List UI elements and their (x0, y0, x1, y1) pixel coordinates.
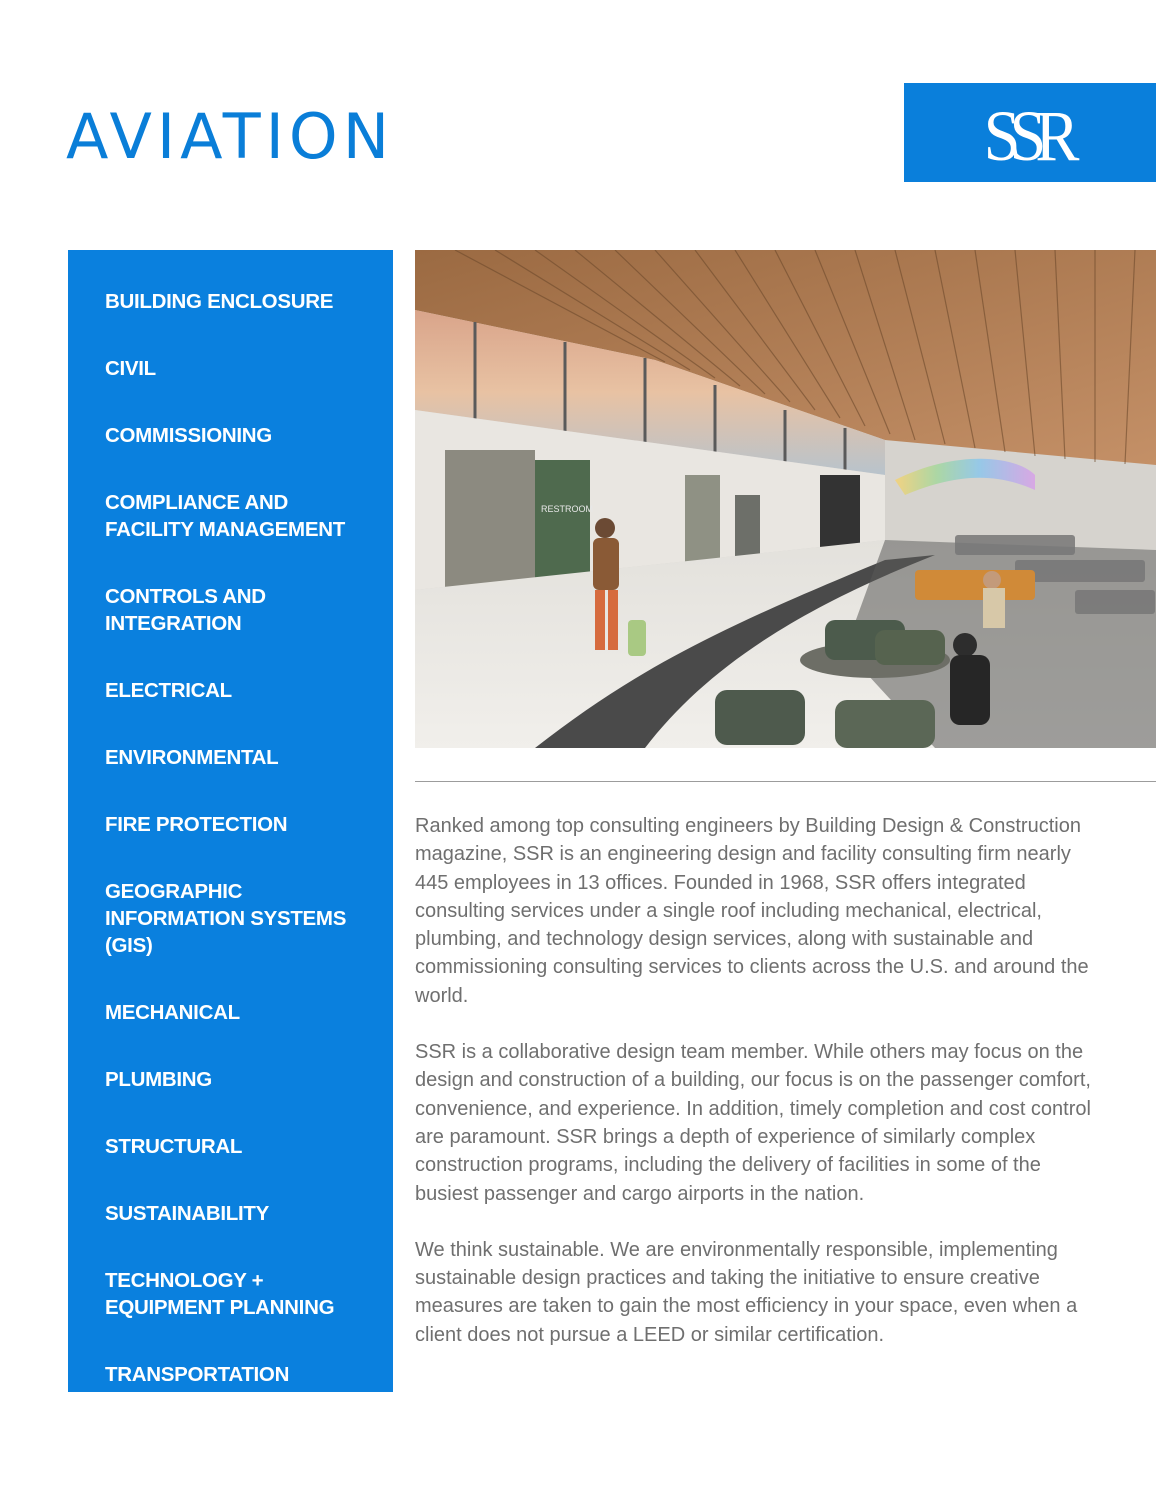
paragraph: Ranked among top consulting engineers by Building Design & Construction magazine, SSR is an engineering design and facility consulting firm nearly 445 employees in 13 offices. Founded in 1968, SSR offers integrated consulting services under a single roof including mechanical, electrical, plumbing, and technology design services, along with sustainable and commissioning consulting services to clients across the U.S. and around the world. (415, 815, 1089, 1007)
service-item: TRANSPORTATION (105, 1363, 290, 1386)
paragraph: We think sustainable. We are environmentally responsible, implementing sustainable design practices and taking the initiative to ensure creative measures are taken to gain the most efficiency in your space, even when a client does not pursue a LEED or similar certification. (415, 1238, 1078, 1346)
service-item: TECHNOLOGY + EQUIPMENT PLANNING (105, 1269, 335, 1319)
logo-text: SSR (983, 95, 1069, 176)
ssr-logo (904, 83, 1156, 182)
services-list (105, 288, 393, 1388)
service-item: MECHANICAL (105, 1001, 240, 1024)
service-item: CONTROLS AND INTEGRATION (105, 585, 266, 635)
service-item: PLUMBING (105, 1068, 212, 1091)
service-item: BUILDING ENCLOSURE (105, 290, 334, 313)
service-item: ELECTRICAL (105, 679, 232, 702)
divider (415, 781, 1156, 782)
services-sidebar (68, 250, 393, 1392)
service-item: FIRE PROTECTION (105, 813, 288, 836)
terminal-illustration (415, 250, 1156, 748)
service-item: ENVIRONMENTAL (105, 746, 279, 769)
service-item: CIVIL (105, 357, 156, 380)
airport-terminal-photo (415, 250, 1156, 748)
service-item: GEOGRAPHIC INFORMATION SYSTEMS (GIS) (105, 880, 347, 957)
service-item: STRUCTURAL (105, 1135, 243, 1158)
restroom-sign: RESTROOM (541, 504, 594, 514)
service-item: COMPLIANCE AND FACILITY MANAGEMENT (105, 491, 345, 541)
paragraph: SSR is a collaborative design team member. While others may focus on the design and construction of a building, our focus is on the passenger comfort, convenience, and experience. In addition, timely completion and cost control are paramount. SSR brings a depth of experience of similarly complex construction programs, including the delivery of facilities in some of the busiest passenger and cargo airports in the nation. (415, 1041, 1091, 1205)
service-item: COMMISSIONING (105, 424, 272, 447)
page-title: AVIATION (66, 100, 395, 173)
service-item: SUSTAINABILITY (105, 1202, 269, 1225)
body-copy (415, 812, 1095, 1377)
